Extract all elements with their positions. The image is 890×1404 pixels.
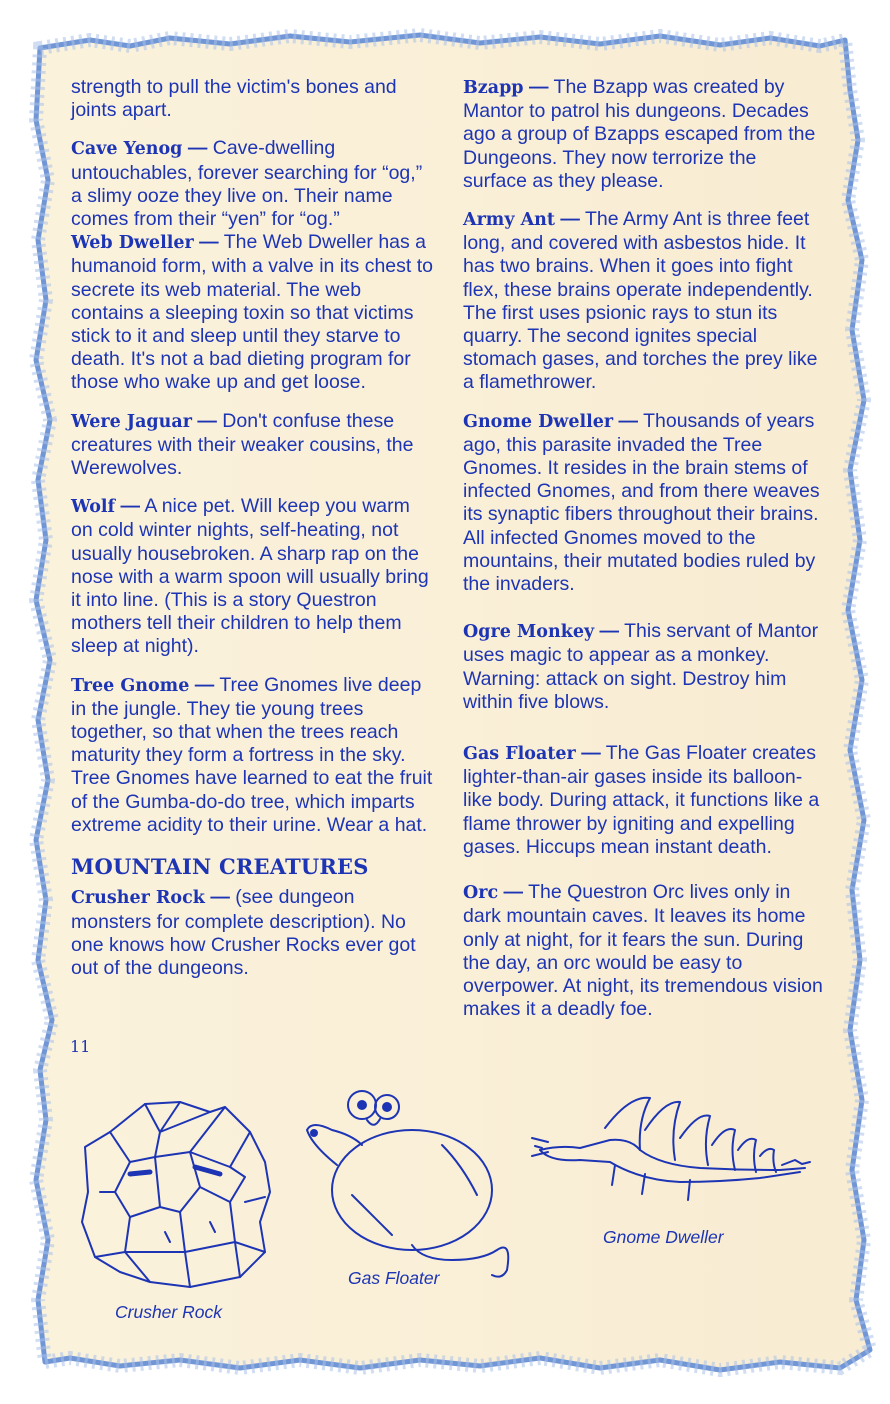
em-dash: — bbox=[120, 495, 140, 518]
entry-text: Thousands of years ago, this parasite invaded the Tree Gnomes. It resides in the brain stems of infected Gnomes, and from there weaves its synaptic fibers throughout their brains. All infected Gnomes moved to the mountains, their mutated bodies ruled by the invaders. bbox=[463, 409, 820, 596]
crusher-rock-illustration bbox=[70, 1092, 290, 1302]
em-dash: — bbox=[194, 673, 215, 696]
em-dash: — bbox=[197, 409, 217, 432]
entry-text: (see dungeon monsters for complete description). No one knows how Crusher Rocks ever got out of the dungeons. bbox=[71, 886, 416, 979]
entry-text: Tree Gnomes live deep in the jungle. They tie young trees together, so that when the trees reach maturity they form a fortress in the sky. Tree Gnomes have learned to eat the fruit of the Gumba-do-do tree, which imparts extreme acidity to their urine. Wear a hat. bbox=[71, 673, 433, 836]
entry-term: Wolf bbox=[71, 497, 116, 518]
caption-gnome-dweller: Gnome Dweller bbox=[603, 1227, 724, 1247]
entry-text: Cave-dwelling untouchables, forever searching for “og,” a slimy ooze they live on. Their name comes from their “yen” for “og.” bbox=[71, 137, 423, 231]
gnome-dweller-illustration bbox=[520, 1090, 820, 1210]
entry-term: Tree Gnome bbox=[71, 675, 190, 696]
em-dash: — bbox=[199, 231, 219, 254]
entry-text: This servant of Mantor uses magic to appear as a monkey. Warning: attack on sight. Destroy him within five blows. bbox=[463, 620, 819, 713]
entry-web-dweller bbox=[71, 231, 433, 394]
entry-tree-gnome bbox=[71, 674, 433, 837]
right-column bbox=[463, 76, 825, 1036]
intro-paragraph: strength to pull the victim's bones and joints apart. bbox=[71, 76, 397, 122]
entry-term: Bzapp bbox=[463, 78, 524, 98]
entry-term: Were Jaguar bbox=[71, 411, 192, 432]
caption-gas-floater: Gas Floater bbox=[348, 1268, 440, 1288]
entry-term: Army Ant bbox=[463, 210, 555, 231]
entry-term: Cave Yenog bbox=[71, 139, 183, 160]
em-dash: — bbox=[581, 742, 601, 765]
entry-term: Orc bbox=[463, 883, 499, 904]
entry-bzapp bbox=[463, 76, 825, 193]
entry-term: Ogre Monkey bbox=[463, 622, 595, 643]
entry-text: The Bzapp was created by Mantor to patrol his dungeons. Decades ago a group of Bzapps escaped from the Dungeons. They now terrorize the surface as they please. bbox=[463, 76, 816, 192]
entry-gnome-dweller bbox=[463, 410, 825, 597]
entry-crusher-rock bbox=[71, 886, 433, 980]
entry-term: Gnome Dweller bbox=[463, 411, 614, 432]
caption-crusher-rock: Crusher Rock bbox=[115, 1302, 222, 1322]
em-dash: — bbox=[560, 208, 580, 231]
entry-orc bbox=[463, 881, 825, 1021]
em-dash: — bbox=[503, 881, 524, 904]
entry-term: Crusher Rock bbox=[71, 888, 205, 909]
entry-text: The Army Ant is three feet long, and covered with asbestos hide. It has two brains. When it goes into fight flex, these brains operate independently. The first uses psionic rays to stun its quarry. The second ignites special stomach gases, and torches the prey like a flamethrower. bbox=[463, 208, 818, 394]
entry-were-jaguar bbox=[71, 410, 433, 481]
entry-term: Web Dweller bbox=[71, 233, 194, 254]
em-dash: — bbox=[528, 76, 549, 98]
entry-text: The Gas Floater creates lighter-than-air gases inside its balloon-like body. During attack, it functions like a flame thrower by igniting and expelling gases. Hiccups mean instant death. bbox=[463, 742, 820, 858]
page-number: 11 bbox=[70, 1037, 91, 1056]
left-column bbox=[71, 76, 433, 995]
entry-term: Gas Floater bbox=[463, 744, 576, 765]
entry-ogre-monkey bbox=[463, 620, 825, 714]
gas-floater-illustration bbox=[292, 1085, 532, 1285]
entry-cave-yenog bbox=[71, 137, 433, 231]
section-heading-mountain-creatures: MOUNTAIN CREATURES bbox=[71, 854, 369, 880]
em-dash: — bbox=[618, 409, 639, 432]
entry-text: Don't confuse these creatures with their weaker cousins, the Werewolves. bbox=[71, 409, 414, 480]
em-dash: — bbox=[210, 886, 230, 909]
entry-text: The Questron Orc lives only in dark mountain caves. It leaves its home only at night, for it fears the sun. During the day, an orc would be easy to overpower. At night, its tremendous vision makes it a deadly foe. bbox=[463, 881, 823, 1021]
entry-army-ant bbox=[463, 208, 825, 395]
entry-text: A nice pet. Will keep you warm on cold winter nights, self-heating, not usually housebroken. A sharp rap on the nose with a warm spoon will usually bring it into line. (This is a story Questron mothers tell their children to help them sleep at night). bbox=[71, 495, 429, 658]
entry-gas-floater bbox=[463, 742, 825, 859]
entry-wolf bbox=[71, 495, 433, 658]
em-dash: — bbox=[599, 620, 620, 643]
em-dash: — bbox=[187, 137, 208, 160]
entry-text: The Web Dweller has a humanoid form, with a valve in its chest to secrete its web material. The web contains a sleeping toxin so that victims stick to it and sleep until they starve to death. It's not a bad dieting program for those who wake up and get loose. bbox=[71, 231, 433, 394]
